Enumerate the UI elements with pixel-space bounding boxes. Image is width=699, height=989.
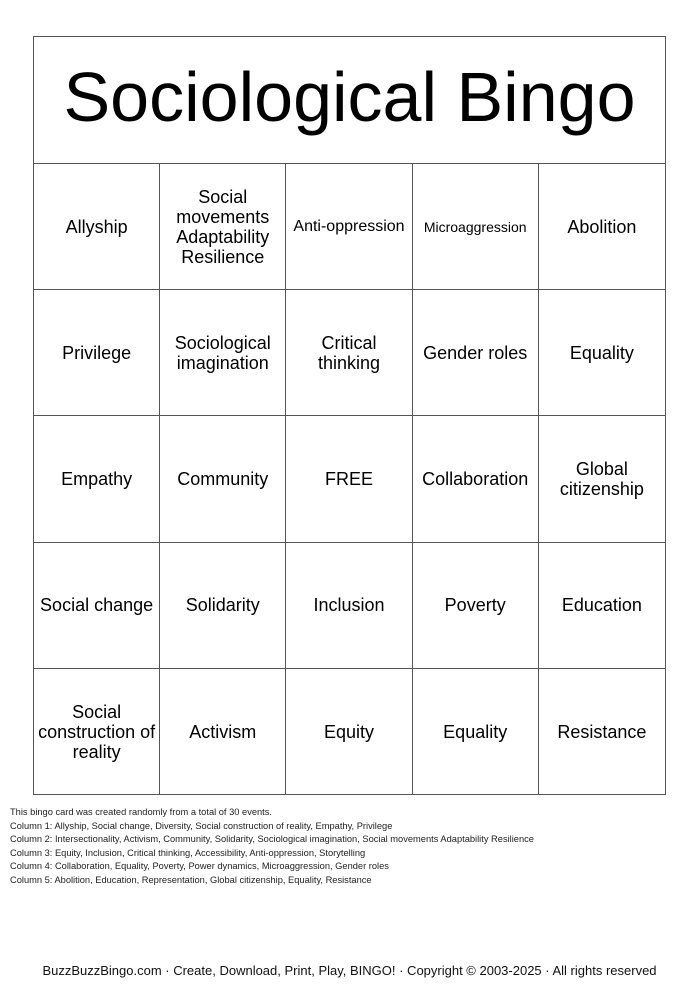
- bingo-cell-r1c5: Abolition: [539, 164, 665, 290]
- bingo-cell-r4c2: Solidarity: [160, 543, 286, 669]
- bingo-cell-r2c1: Privilege: [34, 290, 160, 416]
- bingo-cell-r2c4: Gender roles: [413, 290, 539, 416]
- bingo-cell-r5c4: Equality: [413, 669, 539, 795]
- bingo-cell-r2c5: Equality: [539, 290, 665, 416]
- notes-column-4: Column 4: Collaboration, Equality, Poverty, Power dynamics, Microaggression, Gender roles: [10, 861, 389, 871]
- title-row: [34, 37, 665, 164]
- bingo-cell-r2c2: Sociological imagination: [160, 290, 286, 416]
- bingo-cell-r3c1: Empathy: [34, 416, 160, 542]
- bingo-card: [33, 36, 666, 795]
- bingo-cell-r5c2: Activism: [160, 669, 286, 795]
- bingo-cell-r1c1: Allyship: [34, 164, 160, 290]
- bingo-cell-r1c2: Social movements Adaptability Resilience: [160, 164, 286, 290]
- bingo-grid: [34, 164, 665, 795]
- bingo-cell-free: FREE: [286, 416, 412, 542]
- bingo-cell-r5c5: Resistance: [557, 721, 647, 742]
- bingo-cell-r3c2: Community: [160, 416, 286, 542]
- bingo-cell-r4c5: Education: [539, 543, 665, 669]
- bingo-cell-r2c3: Critical thinking: [286, 290, 412, 416]
- footer-copyright: BuzzBuzzBingo.com · Create, Download, Print, Play, BINGO! · Copyright © 2003-2025 · All rights reserved: [42, 963, 657, 978]
- bingo-cell-r1c4: Microaggression: [413, 164, 539, 290]
- card-title: Sociological Bingo: [63, 58, 636, 136]
- bingo-cell-r4c3: Inclusion: [286, 543, 412, 669]
- notes-column-1: Column 1: Allyship, Social change, Diversity, Social construction of reality, Empathy, Privilege: [10, 820, 393, 831]
- bingo-cell-r4c4: Poverty: [413, 543, 539, 669]
- bingo-cell-r3c4: Collaboration: [413, 416, 539, 542]
- notes-summary: This bingo card was created randomly from a total of 30 events.: [10, 807, 272, 817]
- notes-column-2: Column 2: Intersectionality, Activism, Community, Solidarity, Sociological imagination, Social movements Adaptability Resilience: [10, 834, 534, 844]
- notes-column-3: Column 3: Equity, Inclusion, Critical thinking, Accessibility, Anti-oppression, Storytelling: [10, 847, 366, 858]
- bingo-cell-r1c3: Anti-oppression: [286, 164, 412, 290]
- bingo-cell-r3c5: Global citizenship: [539, 416, 665, 542]
- bingo-cell-r5c1: Social construction of reality: [34, 669, 160, 795]
- bingo-cell-r5c3: Equity: [286, 669, 412, 795]
- card-notes: [10, 806, 534, 887]
- bingo-cell-r4c1: Social change: [34, 543, 160, 669]
- notes-column-5: Column 5: Abolition, Education, Representation, Global citizenship, Equality, Resistance: [10, 874, 372, 885]
